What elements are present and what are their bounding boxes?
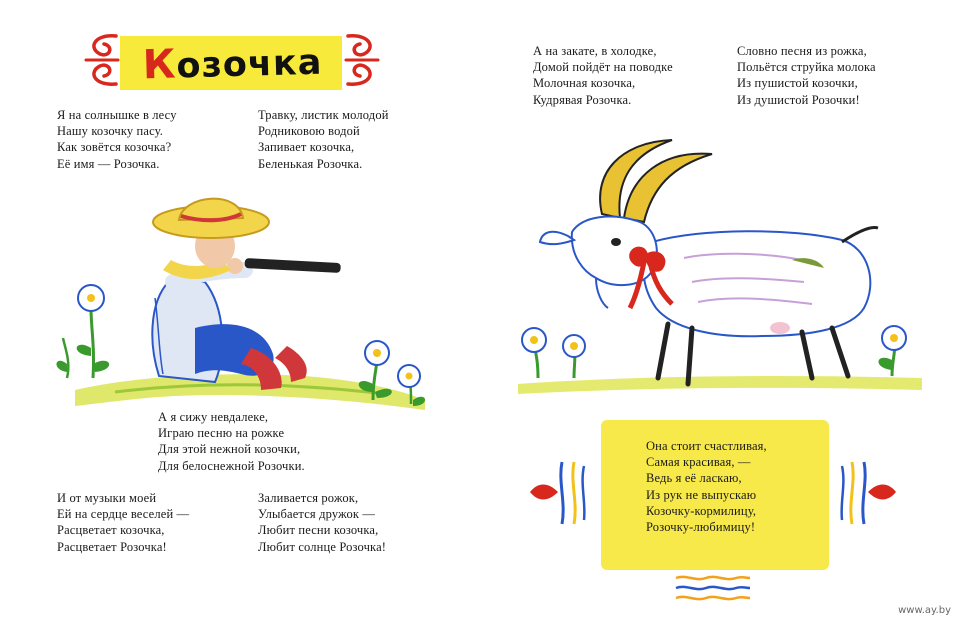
poem-line: Словно песня из рожка,	[737, 44, 867, 58]
poem-line: Она стоит счастливая,	[646, 439, 767, 453]
poem-line: Улыбается дружок —	[258, 507, 376, 522]
poem-line: Расцветает Розочка!	[57, 539, 167, 554]
stanza-5	[258, 490, 386, 555]
poem-line: Родниковою водой	[258, 124, 360, 139]
stanza-7	[737, 43, 876, 108]
poem-line: Я на солнышке в лесу	[57, 108, 177, 122]
page-title	[129, 35, 335, 90]
title-rest: озочка	[175, 42, 323, 87]
title-right-flourish-icon	[340, 30, 384, 90]
poem-line: Кудрявая Розочка.	[533, 92, 632, 107]
poem-line: Молочная козочка,	[533, 76, 636, 91]
flower-icon	[56, 338, 68, 378]
bottom-wave-ornament-icon	[672, 572, 752, 606]
poem-line: Ведь я её ласкаю,	[646, 471, 742, 486]
poem-line: Запивает козочка,	[258, 140, 355, 155]
stanza-8	[646, 438, 767, 535]
poem-line: Из пушистой козочки,	[737, 76, 858, 91]
watermark: www.ay.by	[898, 605, 951, 616]
stanza-3	[158, 409, 305, 474]
poem-line: Расцветает козочка,	[57, 523, 165, 538]
poem-line: А я сижу невдалеке,	[158, 410, 269, 424]
flower-icon	[77, 285, 109, 378]
title-first-letter: К	[142, 41, 178, 89]
poem-line: Беленькая Розочка.	[258, 156, 363, 171]
boy-with-pipe-illustration	[55, 178, 435, 418]
poem-line: Польётся струйка молока	[737, 60, 876, 75]
stanza-2	[258, 107, 389, 172]
poem-line: А на закате, в холодке,	[533, 44, 657, 58]
poem-line: Домой пойдёт на поводке	[533, 60, 673, 75]
poem-line: Козочку-кормилицу,	[646, 503, 757, 518]
poem-line: Как зовётся козочка?	[57, 140, 172, 155]
poem-line: Её имя — Розочка.	[57, 156, 160, 171]
poem-line: Любит солнце Розочка!	[258, 539, 387, 554]
poem-line: Ей на сердце веселей —	[57, 507, 190, 522]
stanza-6	[533, 43, 673, 108]
title-left-flourish-icon	[80, 30, 124, 90]
goat-illustration	[512, 132, 932, 402]
stanza-1	[57, 107, 177, 172]
flower-icon	[878, 326, 906, 376]
poem-line: Травку, листик молодой	[258, 108, 389, 122]
right-ornament-icon	[838, 452, 908, 532]
flower-icon	[522, 328, 546, 378]
poem-line: Нашу козочку пасу.	[57, 124, 164, 139]
poem-line: Из рук не выпускаю	[646, 487, 757, 502]
poem-line: Для белоснежной Розочки.	[158, 458, 305, 473]
poem-line: Самая красивая, —	[646, 455, 751, 470]
poem-line: Играю песню на рожке	[158, 426, 285, 441]
poem-line: Любит песни козочка,	[258, 523, 379, 538]
poem-line: Розочку-любимицу!	[646, 520, 756, 535]
stanza-4	[57, 490, 189, 555]
poem-line: Для этой нежной козочки,	[158, 442, 301, 457]
poem-line: Из душистой Розочки!	[737, 92, 860, 107]
poem-line: Заливается рожок,	[258, 491, 359, 505]
left-ornament-icon	[518, 452, 588, 532]
flower-icon	[563, 335, 585, 378]
poem-line: И от музыки моей	[57, 491, 157, 505]
